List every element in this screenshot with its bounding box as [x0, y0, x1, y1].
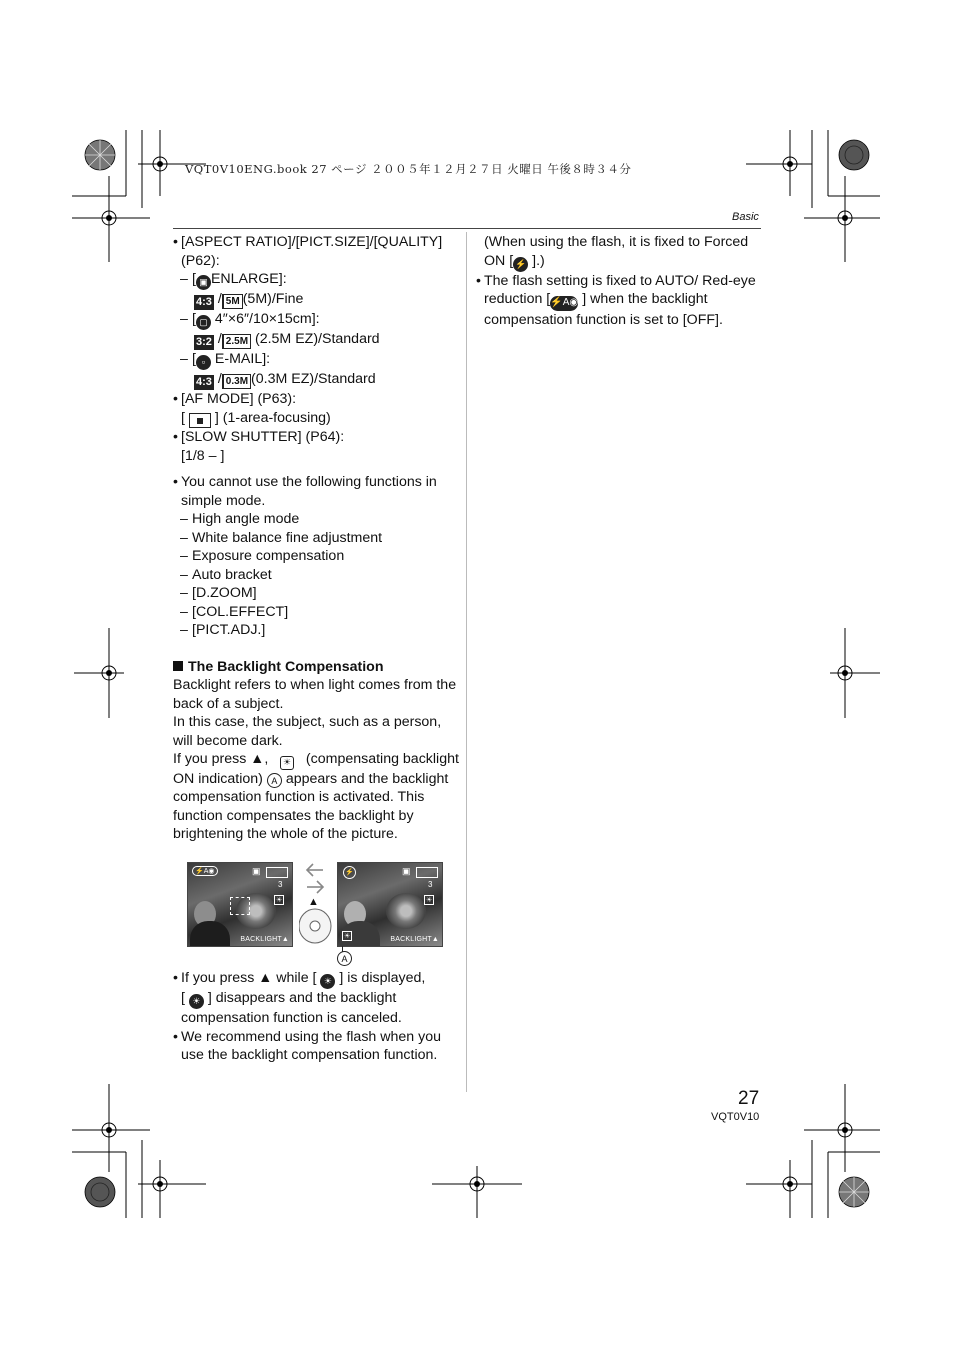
section-heading: The Backlight Compensation — [173, 658, 459, 677]
lcd-screen-after — [337, 862, 443, 947]
right-column — [476, 233, 762, 329]
bullet-slow-shutter: • [SLOW SHUTTER] (P64): — [173, 428, 459, 447]
battery-icon — [416, 867, 438, 878]
callout-a-icon: A — [267, 773, 282, 788]
list-item: – Auto bracket — [173, 566, 459, 585]
cancel-cont: [ ☀ ] disappears and the backlight compensation function is canceled. — [181, 990, 402, 1026]
column-divider — [466, 232, 467, 1092]
setting-print: – [ ▢ 4″×6″/10×15cm]: — [173, 310, 459, 330]
press-up-arrow: ▲ — [308, 896, 319, 908]
left-column — [173, 233, 459, 844]
aspect-4-3-icon: 4:3 — [196, 376, 212, 388]
backlight-status-icon: ☀ — [276, 897, 283, 904]
paragraph: Backlight refers to when light comes from the back of a subject. — [173, 677, 457, 712]
setting-print-value: 3:2 / 2.5M (2.5M EZ)/Standard — [196, 331, 380, 348]
setting-email-value: 4:3 / 0.3M (0.3M EZ)/Standard — [196, 371, 376, 388]
backlight-figure — [187, 860, 447, 968]
shots-remaining: 3 — [428, 880, 433, 889]
list-item: – High angle mode — [173, 510, 459, 529]
backlight-guide-text: BACKLIGHT▲ — [390, 936, 439, 943]
header-rule — [173, 228, 761, 229]
backlight-status-icon: ☀ — [426, 897, 433, 904]
list-item: – [COL.EFFECT] — [173, 603, 459, 622]
backlight-icon: ☀ — [280, 756, 294, 770]
size-5m-icon: 5M — [222, 294, 243, 309]
bullet-af-mode: • [AF MODE] (P63): — [173, 390, 459, 409]
backlight-guide-text: BACKLIGHT▲ — [240, 936, 289, 943]
enlarge-mode-icon: ▣ — [196, 275, 211, 290]
aspect-4-3-icon: 4:3 — [196, 296, 212, 308]
square-bullet-icon — [173, 661, 183, 671]
af-frame — [230, 897, 250, 915]
size-2-5m-icon: 2.5M — [222, 334, 251, 349]
setting-enlarge: – [ ▣ ENLARGE]: — [173, 270, 459, 290]
mode-icon: ▣ — [252, 866, 261, 876]
flash-auto-redeye-icon: ⚡A◉ — [550, 296, 578, 311]
bullet-simple-mode: • You cannot use the following functions in simple mode. — [173, 473, 459, 510]
backlight-on-icon: ☀ — [320, 974, 335, 989]
forced-flash-icon: ⚡ — [343, 866, 356, 879]
shots-remaining: 3 — [278, 880, 283, 889]
backlight-on-icon: ☀ — [344, 933, 351, 940]
email-mode-icon: ▫ — [196, 355, 211, 370]
list-item: – Exposure compensation — [173, 547, 459, 566]
lcd-screen-before — [187, 862, 293, 947]
paragraph: If you press ▲, ☀ (compensating backlight ON indication) A appears and the backlight compensation function is activated. This function compensates the backlight by brightening the whole of the picture. — [173, 751, 459, 843]
print-info-line: VQT0V10ENG.book 27 ページ ２００５年１２月２７日 火曜日 午後８時３４分 — [185, 162, 632, 176]
af-mode-value: [ ] (1-area-focusing) — [173, 409, 459, 429]
setting-email: – [ ▫ E-MAIL]: — [173, 350, 459, 370]
left-column-bottom — [173, 969, 459, 1065]
setting-enlarge-value: 4:3 / 5M (5M)/Fine — [196, 291, 304, 308]
paragraph: In this case, the subject, such as a person, will become dark. — [173, 714, 442, 749]
battery-icon — [266, 867, 288, 878]
document-code: VQT0V10 — [711, 1111, 760, 1123]
print-mode-icon: ▢ — [196, 315, 211, 330]
flash-redeye-icon: ⚡A◉ — [192, 866, 218, 876]
flash-forced-note: (When using the flash, it is fixed to Forced ON [ ⚡ ].) — [476, 233, 762, 272]
callout-a-label: A — [337, 951, 352, 966]
bullet-flash-setting: • The flash setting is fixed to AUTO/ Red-eye reduction [⚡A◉ ] when the backlight compensation function is set to [OFF]. — [476, 272, 762, 330]
section-label: Basic — [732, 211, 759, 223]
backlight-on-icon: ☀ — [189, 994, 204, 1009]
list-item: – [D.ZOOM] — [173, 584, 459, 603]
page-number: 27 — [738, 1088, 760, 1109]
list-item: – [PICT.ADJ.] — [173, 621, 459, 640]
bullet-recommend: • We recommend using the flash when you use the backlight compensation function. — [173, 1028, 459, 1065]
size-0-3m-icon: 0.3M — [222, 374, 251, 389]
aspect-3-2-icon: 3:2 — [196, 336, 212, 348]
bullet-aspect-ratio: • [ASPECT RATIO]/[PICT.SIZE]/[QUALITY] (P62): — [173, 233, 459, 270]
forced-flash-icon: ⚡ — [513, 257, 528, 272]
list-item: – White balance fine adjustment — [173, 529, 459, 548]
mode-icon: ▣ — [402, 866, 411, 876]
one-area-focus-icon — [189, 413, 211, 428]
slow-shutter-value: [1/8 – ] — [181, 447, 225, 464]
bullet-cancel: • If you press ▲ while [ ☀ ] is displayed, — [173, 969, 459, 989]
